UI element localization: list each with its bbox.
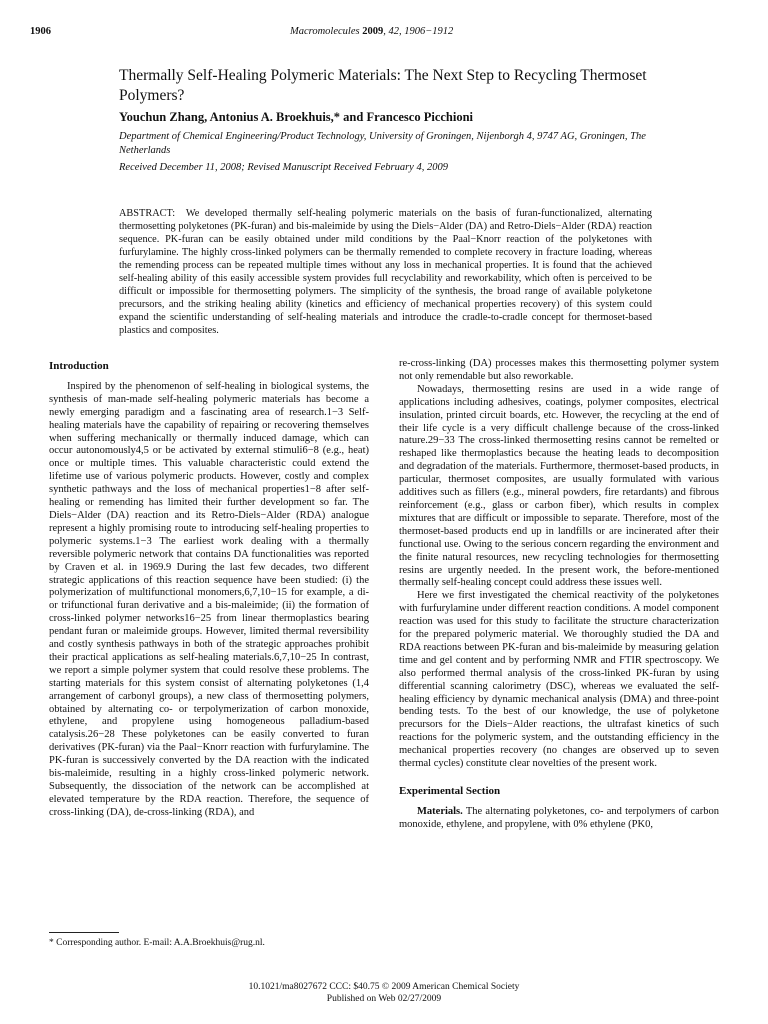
materials-paragraph xyxy=(399,806,719,832)
doi-copyright: 10.1021/ma8027672 CCC: $40.75 © 2009 American Chemical Society xyxy=(248,982,520,992)
publication-date: Published on Web 02/27/2009 xyxy=(326,994,442,1004)
footnote-rule xyxy=(49,932,119,933)
journal-citation: Macromolecules 2009, 42, 1906−1912 xyxy=(290,26,454,37)
left-column xyxy=(49,358,369,820)
journal-pages: 1906−1912 xyxy=(404,26,454,37)
abstract-label: ABSTRACT: xyxy=(119,208,176,219)
section-heading-introduction: Introduction xyxy=(49,360,109,372)
intro-paragraph-2: Nowadays, thermosetting resins are used in a wide range of applications including adhesives, coatings, polymer composites, electrical insulation, printed circuit boards, etc. However, the recycling at the end of their life cycle is a very difficult challenge because of the cross-linked nature.29−33 The cross-linked thermosetting resins cannot be remelted or reshaped like thermoplastics because the heating leads to decomposition and degradation of the materials. Furthermore, thermoset-based products, in particular, thermoset composites, are usually formulated with various additives such as fillers (e.g., mineral powders, fire retardants) and fibrous reinforcement (e.g., glass or carbon fiber), which results in complex mixtures that are difficult or impossible to separate. Therefore, most of the thermoset-based products end up in landfills or are incinerated after their functional use. Owing to the serious concern regarding the environment and the finite natural resources, new recycling technologies for thermosetting resins are urgently needed. In the present work, the before-mentioned thermally self-healing concept could address these issues well. xyxy=(399,383,719,589)
materials-label: Materials. xyxy=(417,805,463,817)
page-number: 1906 xyxy=(30,26,51,37)
journal-name: Macromolecules xyxy=(290,26,360,37)
author-affiliation: Department of Chemical Engineering/Product Technology, University of Groningen, Nijenborgh 4, 9747 AG, Groningen, The Netherlands xyxy=(119,131,646,156)
abstract xyxy=(119,207,652,337)
journal-year: 2009 xyxy=(362,26,384,37)
page-footer xyxy=(0,981,768,1005)
corresponding-author-footnote: * Corresponding author. E-mail: A.A.Broekhuis@rug.nl. xyxy=(49,938,265,948)
article-title: Thermally Self-Healing Polymeric Materials: The Next Step to Recycling Thermoset Polymers? xyxy=(119,67,647,104)
journal-volume: 42 xyxy=(388,26,399,37)
materials-text: The alternating polyketones, co- and terpolymers of carbon monoxide, ethylene, and propylene, with 0% ethylene (PK0, xyxy=(399,805,720,830)
intro-paragraph-3: Here we first investigated the chemical reactivity of the polyketones with furfurylamine under different reaction conditions. A model component reaction was used for this study to facilitate the structure characterization for the prepared polymeric material. We thoroughly studied the DA and RDA reactions between PK-furan and bis-maleimide by measuring gelation time and gel content and by performing NMR and FTIR spectroscopy. We also performed thermal analysis of the cross-linked PK-furan by using differential scanning calorimetry (DSC), whereas we evaluated the self-healing efficiency by dynamic mechanical analysis (DMA) and three-point bending tests. To the best of our knowledge, the use of polyketone precursors for the Diels−Alder reactions, the ultrafast kinetics of such reactions for the polymeric system, and the outstanding efficiency in the mechanical properties recovery (no changes are observed up to seven thermal cycles) constitute clear novelties of the present work. xyxy=(399,590,719,770)
section-heading-experimental: Experimental Section xyxy=(399,785,501,797)
abstract-text: We developed thermally self-healing polymeric materials on the basis of furan-functionalized, alternating thermosetting polyketones (PK-furan) and bis-maleimide by using the Diels−Alder (DA) and Retro-Diels−Alder (RDA) reaction sequence. PK-furan can be easily obtained under mild conditions by the Paal−Knorr reaction of the polyketones with furfurylamine. The highly cross-linked polymers can be thermally remended to complete recovery in fracture loading, whereas the remending process can be repeated multiple times without any loss in mechanical properties. It is found that the achieved self-healing ability of this easily accessible system provides full recyclability and reworkability, which often is perceived to be difficult or impossible for thermosetting polymers. The simplicity of the synthesis, the broad range of available polyketone precursors, and the striking healing ability (kinetics and efficiency of mechanical properties recovery) of this system could expand the scientific understanding of self-healing materials and introduce the cradle-to-cradle concept for thermoset-based plastics and composites. xyxy=(119,208,653,336)
received-dates: Received December 11, 2008; Revised Manuscript Received February 4, 2009 xyxy=(119,162,448,173)
article-authors: Youchun Zhang, Antonius A. Broekhuis,* and Francesco Picchioni xyxy=(119,110,474,124)
intro-paragraph-1-continued: re-cross-linking (DA) processes makes this thermosetting polymer system not only remendable but also reworkable. xyxy=(399,358,719,382)
intro-paragraph-1: Inspired by the phenomenon of self-healing in biological systems, the synthesis of man-made self-healing polymeric materials has become a newly emerging paradigm and a fascinating area of research.1−3 Self-healing materials have the capability of repairing or recovering themselves when suffering mechanically or thermally induced damage, which can occur autonomously4,5 or be activated by external stimuli6−8 (e.g., heat) once or multiple times. This valuable characteristic could extend the lifetime use of various polymeric products. However, costly and complex synthetic pathways and the loss of mechanical properties1−8 after self-healing or remending has limited their further development so far. The Diels−Alder (DA) reaction and its Retro-Diels−Alder (RDA) analogue represent a highly promising route to introducing self-healing properties to polymeric systems.1−3 The earliest work dealing with a thermally reversible polymeric network that contains DA functionalities was reported by Craven et al. in 1969.9 During the last few decades, two different strategic applications of this reaction sequence have been studied: (i) the polymerization of multifunctional monomers,6,7,10−15 for example, a di- or trifunctional furan derivative and a bis-maleimide; (ii) the formation of cross-linked polymer networks16−25 from linear thermoplastics bearing pendant furan or maleimide groups. However, limited thermal reversibility and costly synthesis pathways in both of the strategic approaches prohibit their practical applications as self-healing materials.6,7,10−25 In contrast, we report a simple polymer system that could resolve these problems. The starting materials for this system consist of alternating polyketones (1,4 arrangement of carbonyl groups), a new class of thermosetting polymers, obtained by alternating co- or terpolymerization of carbon monoxide, ethylene, and propylene using homogeneous palladium-based catalysis.26−28 These polyketones can be easily converted to furan derivatives (PK-furan) via the Paal−Knorr reaction with furfurylamine. The PK-furan is successively converted by the DA reaction with the indicated bis-maleimide, resulting in a highly cross-linked polymeric network. Subsequently, the dissociation of the network can be accomplished at elevated temperature by the RDA reaction. Therefore, the sequence of cross-linking (DA), de-cross-linking (RDA), and xyxy=(49,380,369,818)
right-column xyxy=(399,358,719,832)
